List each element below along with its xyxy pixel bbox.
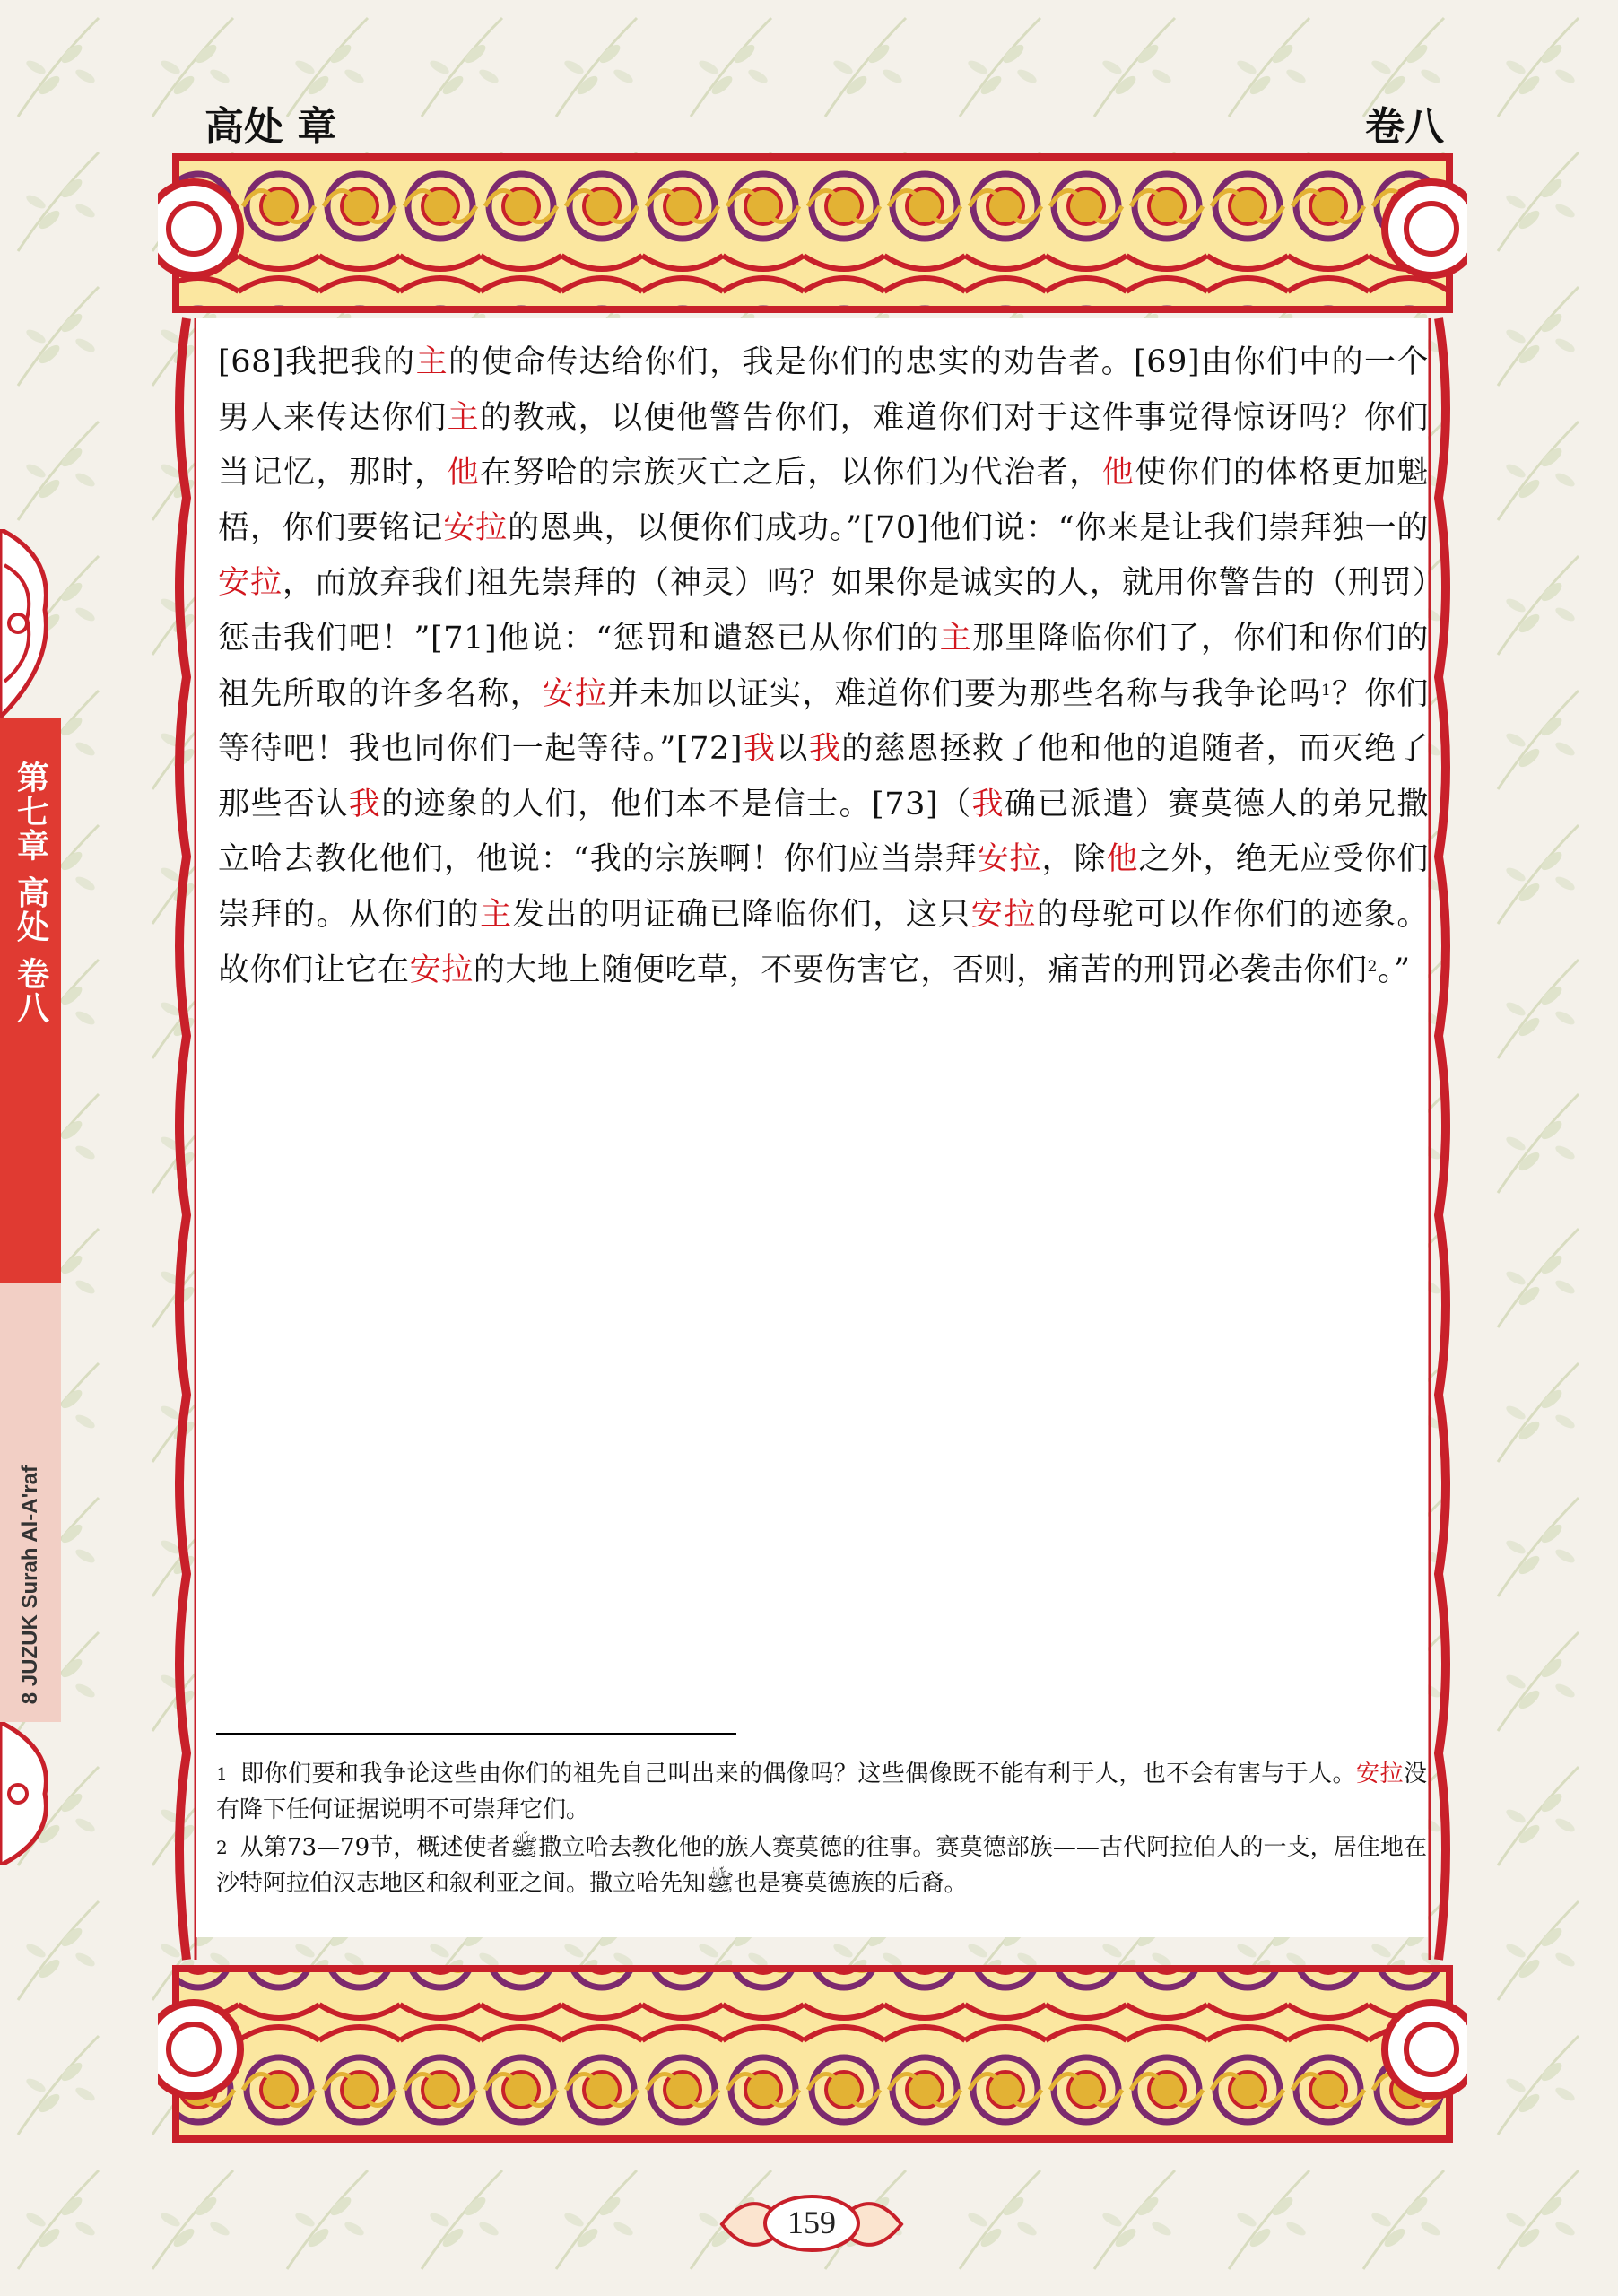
divine-name: 他 — [1101, 455, 1135, 491]
side-tab-juzuk-label — [0, 1283, 61, 1722]
header-chapter-title: 高处 章 — [204, 104, 337, 150]
side-tab-ornament-bottom — [0, 1722, 61, 1866]
divine-name: 我 — [971, 786, 1005, 822]
text-segment: 的慈恩拯救了他和他的追随者，而灭绝了那些否认 — [218, 731, 1429, 822]
text-segment: 发出的明证确已降临你们，这只 — [512, 896, 971, 933]
divine-name: 安拉 — [218, 565, 283, 602]
text-segment: 在努哈的宗族灭亡之后，以你们为代治者， — [480, 455, 1102, 491]
text-segment: 从第73—79节，概述使者ﷺ撒立哈去教化他的族人赛莫德的往事。赛莫德部族——古代阿拉伯人的一支，居住地在沙特阿拉伯汉志地区和叙利亚之间。撒立哈先知ﷺ也是赛莫德族的后裔。 — [216, 1834, 1427, 1897]
header-juz-title: 卷八 — [1365, 104, 1444, 150]
text-segment: 使你们的体格更加魁梧，你们要铭记 — [218, 455, 1429, 546]
text-segment: 的恩典，以便你们成功。”[70]他们说：“你来是让我们崇拜独一的 — [507, 509, 1430, 546]
divine-name: 我 — [743, 731, 777, 768]
divine-name: 安拉 — [1356, 1761, 1404, 1787]
divine-name: 安拉 — [977, 841, 1042, 878]
text-segment: 并未加以证实，难道你们要为那些名称与我争论吗 — [607, 675, 1322, 712]
text-segment: 的大地上随便吃草，不要伤害它，否则，痛苦的刑罚必袭击你们 — [473, 952, 1368, 988]
divine-name: 安拉 — [409, 952, 474, 988]
divine-name: 安拉 — [542, 675, 608, 712]
text-segment: ，而放弃我们祖先崇拜的（神灵）吗？如果你是诚实的人，就用你警告的（刑罚）惩击我们吧！”[71]他说：“惩罚和谴怒已从你们的 — [218, 565, 1429, 657]
text-segment: 没有降下任何证据说明不可崇拜它们。 — [216, 1761, 1427, 1823]
footnote-ref: 1 — [1321, 681, 1332, 700]
divine-name: 主 — [939, 620, 973, 657]
text-segment: 确已派遣）赛莫德人的弟兄撒立哈去教化他们，他说：“我的宗族啊！你们应当崇拜 — [218, 786, 1429, 878]
divine-name: 主 — [447, 399, 481, 436]
text-segment: [68]我把我的 — [218, 344, 416, 380]
footnote — [216, 1756, 1427, 1828]
divine-name: 主 — [480, 896, 513, 933]
text-segment: 以 — [776, 731, 809, 768]
verse-text — [218, 335, 1429, 998]
divine-name: 他 — [1106, 841, 1139, 878]
text-segment: ？你们等待吧！我也同你们一起等待。”[72] — [218, 675, 1430, 768]
divine-name: 我 — [348, 786, 382, 822]
divine-name: 我 — [808, 731, 842, 768]
page-number: 159 — [787, 2205, 836, 2240]
text-segment: 的使命传达给你们，我是你们的忠实的劝告者。[69]由你们中的一个男人来传达你们 — [218, 344, 1429, 436]
text-segment: 那里降临你们了，你们和你们的祖先所取的许多名称， — [218, 620, 1429, 712]
text-segment: 的母驼可以作你们的迹象。故你们让它在 — [218, 896, 1430, 988]
footnote-ref: 2 — [1367, 957, 1379, 976]
side-tab-chapter-label: 第七章 高处 卷八 — [0, 718, 61, 1283]
footnote — [216, 1830, 1427, 1901]
divine-name: 安拉 — [970, 896, 1037, 933]
juzuk-text: 8 JUZUK Surah Al-A'raf — [18, 1465, 42, 1704]
text-segment: ，除 — [1041, 841, 1107, 878]
page-number-badge — [713, 2186, 910, 2263]
text-segment: 之外，绝无应受你们崇拜的。从你们的 — [218, 841, 1430, 933]
chapter-side-tab — [0, 529, 61, 1704]
text-segment: 。” — [1378, 952, 1411, 988]
side-tab-ornament-top — [0, 529, 61, 718]
text-segment: 的迹象的人们，他们本不是信士。[73]（ — [381, 786, 972, 822]
divine-name: 安拉 — [443, 509, 508, 546]
divine-name: 主 — [415, 344, 448, 380]
text-segment: 的教戒，以便他警告你们，难道你们对于这件事觉得惊讶吗？你们当记忆，那时， — [218, 399, 1429, 491]
divine-name: 他 — [447, 455, 481, 491]
footnotes — [216, 1756, 1427, 1903]
footnote-number: 1 — [216, 1763, 228, 1785]
footnote-separator — [216, 1733, 736, 1735]
footnote-number: 2 — [216, 1837, 228, 1858]
text-segment: 即你们要和我争论这些由你们的祖先自己叫出来的偶像吗？这些偶像既不能有利于人，也不会有害与于人。 — [239, 1761, 1357, 1787]
